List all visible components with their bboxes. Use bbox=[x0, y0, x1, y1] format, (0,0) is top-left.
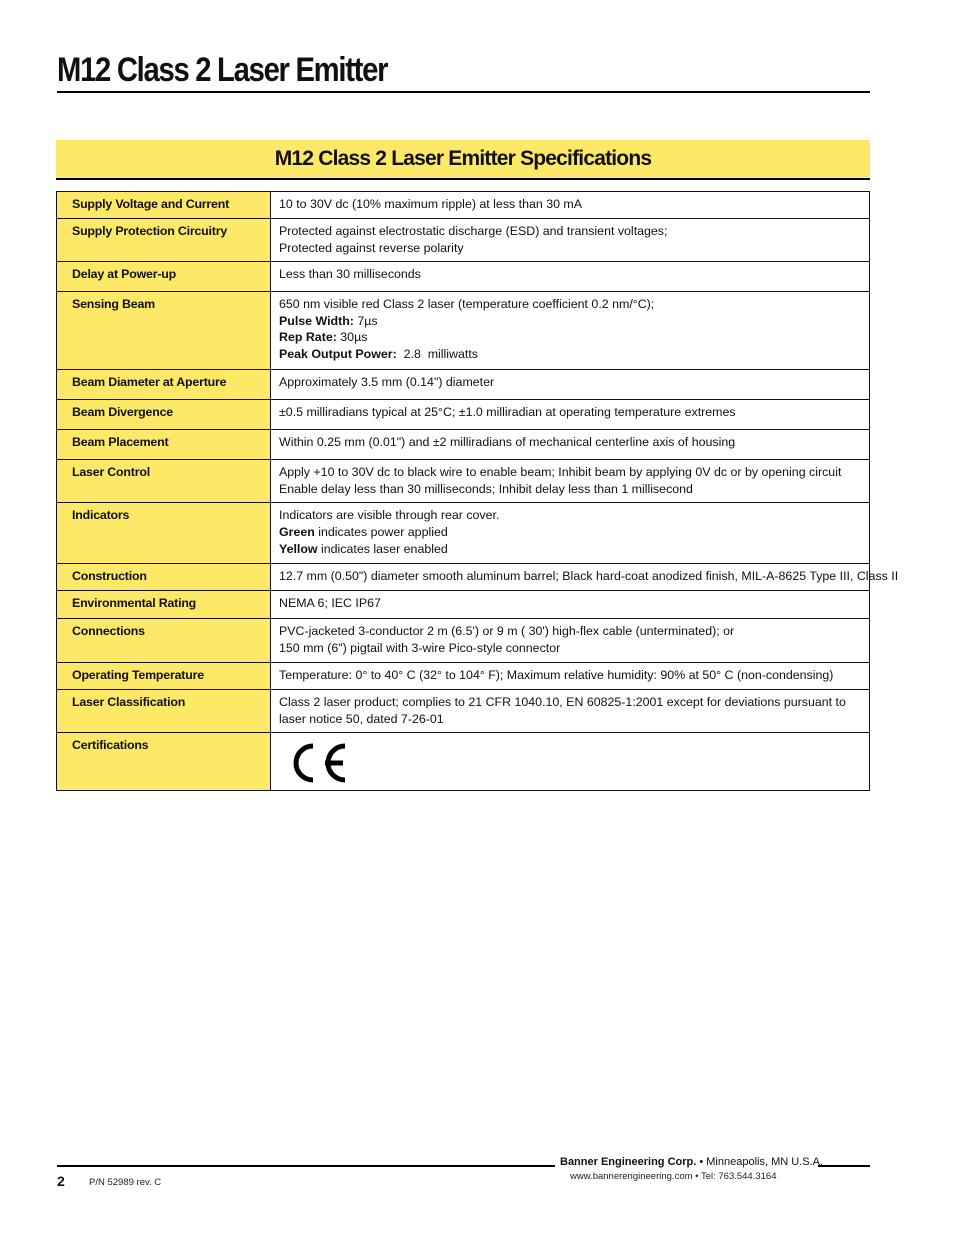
spec-value bbox=[271, 400, 870, 430]
spec-value-line: NEMA 6; IEC IP67 bbox=[279, 595, 381, 610]
spec-key-value: 7µs bbox=[353, 313, 378, 328]
spec-value bbox=[271, 192, 870, 219]
spec-value-line: 150 mm (6") pigtail with 3-wire Pico-style connector bbox=[279, 640, 561, 655]
spec-row bbox=[57, 219, 870, 262]
spec-value-line bbox=[279, 346, 861, 363]
spec-value-line: Apply +10 to 30V dc to black wire to enable beam; Inhibit beam by applying 0V dc or by opening circuit bbox=[279, 465, 842, 480]
spec-row bbox=[57, 192, 870, 219]
spec-row bbox=[57, 503, 870, 564]
spec-value-line: Class 2 laser product; complies to 21 CFR 1040.10, EN 60825-1:2001 except for deviations pursuant to bbox=[279, 694, 846, 709]
spec-value-line: Indicators are visible through rear cover. bbox=[279, 508, 500, 523]
spec-value bbox=[271, 689, 870, 732]
spec-label: Indicators bbox=[57, 503, 271, 564]
spec-value bbox=[271, 662, 870, 689]
spec-value bbox=[271, 262, 870, 292]
spec-value bbox=[271, 618, 870, 662]
spec-value-line: PVC-jacketed 3-conductor 2 m (6.5') or 9 m ( 30') high-flex cable (unterminated); or bbox=[279, 623, 735, 638]
title-rule bbox=[57, 91, 870, 93]
spec-row bbox=[57, 564, 870, 591]
spec-row bbox=[57, 430, 870, 460]
spec-banner bbox=[56, 140, 870, 180]
spec-label: Certifications bbox=[57, 733, 271, 791]
spec-table bbox=[56, 191, 899, 791]
spec-row bbox=[57, 460, 870, 503]
spec-value-line: Temperature: 0° to 40° C (32° to 104° F); Maximum relative humidity: 90% at 50° C (non-condensing) bbox=[279, 667, 834, 682]
spec-label: Construction bbox=[57, 564, 271, 591]
spec-value-line: laser notice 50, dated 7-26-01 bbox=[279, 711, 444, 726]
spec-value bbox=[271, 292, 870, 370]
spec-value-line: Enable delay less than 30 milliseconds; Inhibit delay less than 1 millisecond bbox=[279, 481, 693, 496]
spec-value-line: ±0.5 milliradians typical at 25°C; ±1.0 milliradian at operating temperature extremes bbox=[279, 405, 736, 420]
spec-label: Operating Temperature bbox=[57, 662, 271, 689]
footer-web-tel: www.bannerengineering.com • Tel: 763.544.3164 bbox=[570, 1171, 777, 1182]
spec-value-line: Protected against electrostatic discharge (ESD) and transient voltages; bbox=[279, 224, 668, 238]
spec-label: Connections bbox=[57, 618, 271, 662]
spec-row bbox=[57, 262, 870, 292]
spec-value-line: Approximately 3.5 mm (0.14") diameter bbox=[279, 375, 495, 390]
spec-value bbox=[271, 733, 870, 791]
spec-key-value: 30µs bbox=[336, 330, 368, 345]
spec-row bbox=[57, 689, 870, 732]
spec-key-value: 2.8 milliwatts bbox=[396, 346, 478, 361]
spec-value bbox=[271, 460, 870, 503]
spec-row bbox=[57, 618, 870, 662]
spec-row bbox=[57, 733, 870, 791]
spec-value bbox=[271, 219, 870, 262]
spec-key: Yellow bbox=[279, 541, 318, 556]
footer-rule bbox=[57, 1165, 555, 1167]
spec-label: Laser Control bbox=[57, 460, 271, 503]
spec-value bbox=[271, 430, 870, 460]
spec-label: Sensing Beam bbox=[57, 292, 271, 370]
footer-rule bbox=[818, 1165, 870, 1167]
spec-label: Beam Divergence bbox=[57, 400, 271, 430]
spec-value-line: Within 0.25 mm (0.01") and ±2 milliradians of mechanical centerline axis of housing bbox=[279, 435, 736, 450]
page-number: 2 bbox=[57, 1173, 65, 1189]
spec-value-line bbox=[279, 313, 861, 330]
spec-key: Pulse Width: bbox=[279, 313, 354, 328]
spec-label: Delay at Power-up bbox=[57, 262, 271, 292]
spec-value-line bbox=[279, 541, 861, 558]
spec-label: Laser Classification bbox=[57, 689, 271, 732]
part-number: P/N 52989 rev. C bbox=[89, 1177, 162, 1188]
footer-company bbox=[560, 1156, 823, 1168]
spec-key: Green bbox=[279, 524, 315, 539]
spec-row bbox=[57, 370, 870, 400]
spec-label: Supply Voltage and Current bbox=[57, 192, 271, 219]
spec-value bbox=[271, 564, 899, 591]
spec-label: Supply Protection Circuitry bbox=[57, 219, 271, 262]
spec-row bbox=[57, 292, 870, 370]
spec-value-line: Less than 30 milliseconds bbox=[279, 267, 421, 282]
spec-value bbox=[271, 503, 870, 564]
company-name: Banner Engineering Corp. bbox=[560, 1156, 697, 1168]
spec-banner-title: M12 Class 2 Laser Emitter Specifications bbox=[274, 147, 652, 170]
page-title: M12 Class 2 Laser Emitter bbox=[57, 51, 388, 89]
spec-value-line bbox=[279, 329, 861, 346]
spec-row bbox=[57, 662, 870, 689]
spec-value-line: 10 to 30V dc (10% maximum ripple) at less than 30 mA bbox=[279, 197, 583, 211]
spec-row bbox=[57, 400, 870, 430]
spec-label: Environmental Rating bbox=[57, 590, 271, 618]
spec-value bbox=[271, 370, 870, 400]
ce-mark-icon bbox=[287, 741, 349, 785]
company-location: • Minneapolis, MN U.S.A. bbox=[696, 1156, 824, 1168]
spec-key: Rep Rate: bbox=[279, 330, 337, 345]
spec-value-line: Protected against reverse polarity bbox=[279, 240, 464, 255]
spec-value-line: 650 nm visible red Class 2 laser (temperature coefficient 0.2 nm/°C); bbox=[279, 297, 655, 312]
spec-label: Beam Diameter at Aperture bbox=[57, 370, 271, 400]
spec-key: Peak Output Power: bbox=[279, 346, 397, 361]
spec-value-line: 12.7 mm (0.50") diameter smooth aluminum barrel; Black hard-coat anodized finish, MIL-A-8625 Type III, Class II bbox=[279, 569, 899, 584]
spec-row bbox=[57, 590, 870, 618]
spec-key-value: indicates laser enabled bbox=[317, 541, 448, 556]
spec-label: Beam Placement bbox=[57, 430, 271, 460]
spec-value-line bbox=[279, 524, 861, 541]
spec-key-value: indicates power applied bbox=[314, 524, 448, 539]
spec-value bbox=[271, 590, 870, 618]
